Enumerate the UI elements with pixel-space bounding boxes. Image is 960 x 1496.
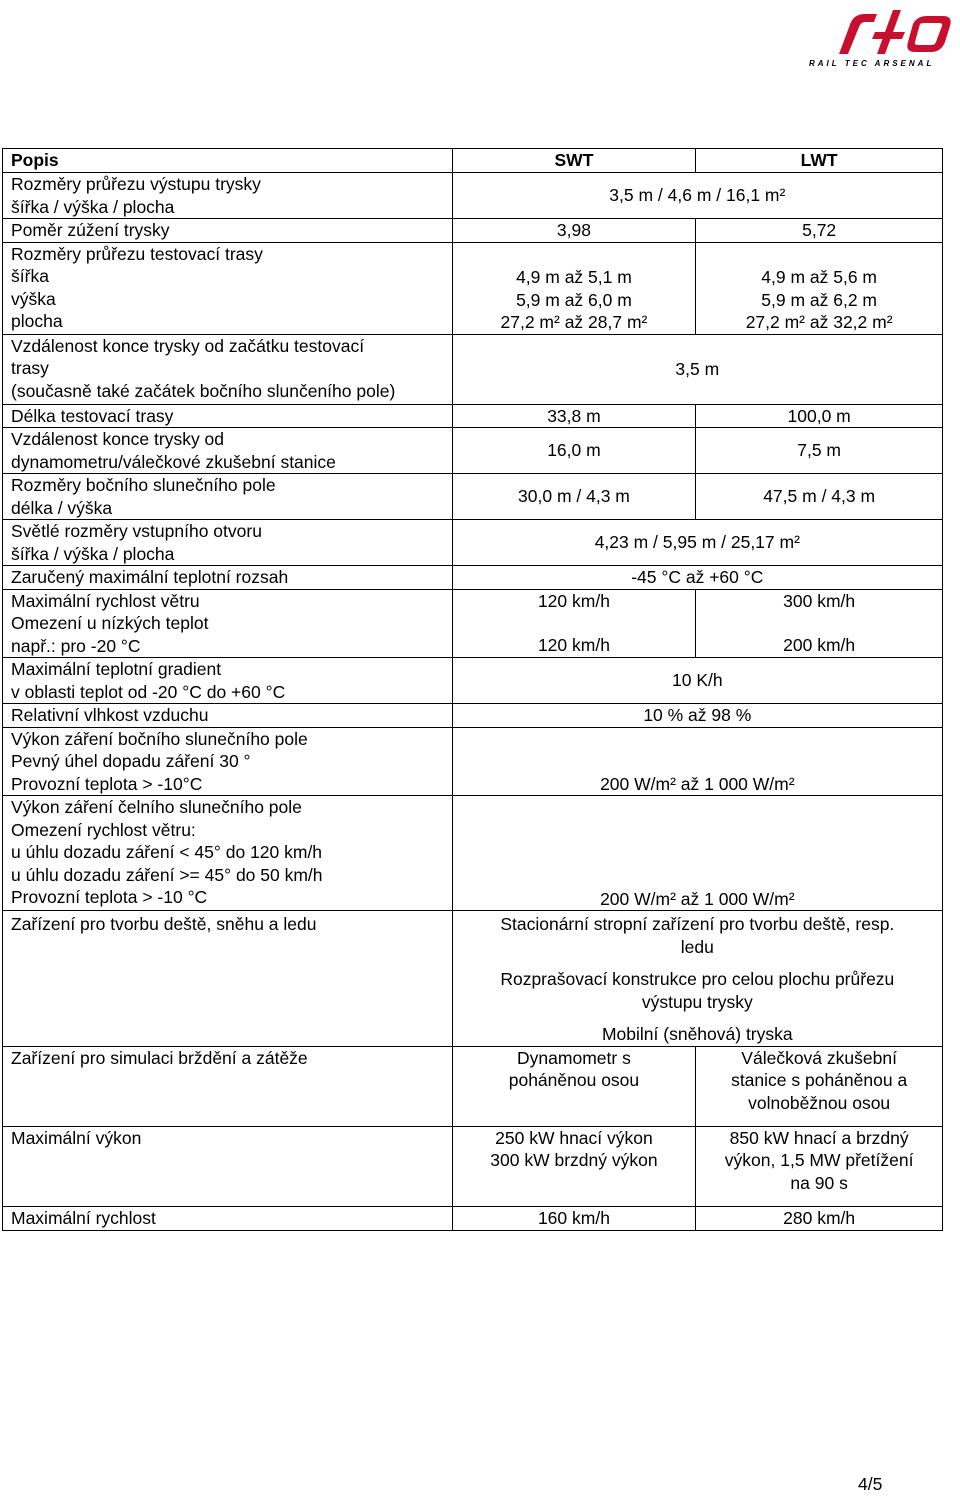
table-row [3, 658, 943, 704]
row-label [3, 474, 453, 520]
label-line: u úhlu dozadu záření >= 45° do 50 km/h [11, 864, 323, 885]
value-line: 850 kW hnací a brzdný [729, 1127, 909, 1148]
label-line: Omezení rychlost větru: [11, 819, 196, 840]
row-label [3, 428, 453, 474]
swt-value: 30,0 m / 4,3 m [452, 474, 696, 520]
lwt-value [696, 1126, 943, 1206]
merged-value: 3,5 m [452, 334, 942, 404]
label-line: Světlé rozměry vstupního otvoru [11, 521, 262, 541]
table-row [3, 474, 943, 520]
label-line: (současně také začátek bočního slunčeního pole) [11, 380, 396, 401]
value-line: 4,9 m až 5,6 m [761, 267, 877, 287]
spacer [453, 1013, 942, 1023]
swt-value: 160 km/h [452, 1206, 696, 1230]
value-line: 120 km/h [537, 635, 610, 655]
value-line: Válečková zkušební [741, 1047, 897, 1068]
value-line: 250 kW hnací výkon [495, 1127, 653, 1148]
merged-value: 10 % až 98 % [452, 704, 942, 728]
header-swt: SWT [452, 149, 696, 173]
lwt-value [696, 242, 943, 334]
value-line: Rozprašovací konstrukce pro celou plochu průřezu [500, 969, 895, 989]
label-line: plocha [11, 311, 63, 331]
value-line: Stacionární stropní zařízení pro tvorbu deště, resp. [500, 914, 895, 934]
value-line: 120 km/h [537, 590, 610, 611]
value-line: Dynamometr s [517, 1047, 631, 1068]
value-line: 27,2 m² až 32,2 m² [745, 312, 893, 332]
header-lwt: LWT [696, 149, 943, 173]
row-label [3, 727, 453, 796]
value-line: 200 km/h [783, 635, 856, 655]
merged-value: 10 K/h [452, 658, 942, 704]
lwt-value: 5,72 [696, 219, 943, 243]
swt-value [452, 1046, 696, 1126]
table-row [3, 404, 943, 428]
swt-value: 3,98 [452, 219, 696, 243]
value-line: poháněnou osou [508, 1070, 640, 1090]
row-label [3, 658, 453, 704]
lwt-value [696, 1046, 943, 1126]
lwt-value: 280 km/h [696, 1206, 943, 1230]
value-line: volnoběžnou osou [748, 1092, 891, 1113]
row-label [3, 173, 453, 219]
label-line: Rozměry průřezu testovací trasy [11, 243, 263, 264]
merged-value: 200 W/m² až 1 000 W/m² [452, 796, 942, 911]
swt-value [452, 1126, 696, 1206]
value-line: 27,2 m² až 28,7 m² [500, 312, 648, 332]
label-line: Rozměry bočního slunečního pole [11, 475, 276, 495]
table-row [3, 428, 943, 474]
value-line: Mobilní (sněhová) tryska [601, 1024, 793, 1044]
spacer [453, 958, 942, 968]
value-line: na 90 s [790, 1172, 848, 1193]
label-line: Omezení u nízkých teplot [11, 613, 209, 633]
label-line: šířka / výška / plocha [11, 543, 175, 564]
merged-value: -45 °C až +60 °C [452, 566, 942, 590]
label-line: Pevný úhel dopadu záření 30 ° [11, 751, 251, 771]
label-line: Maximální rychlost větru [11, 590, 200, 611]
label-line: Vzdálenost konce trysky od začátku testovací [11, 335, 365, 356]
table-row [3, 520, 943, 566]
row-label [3, 589, 453, 658]
table-row [3, 1126, 943, 1206]
row-label [3, 796, 453, 911]
row-label: Poměr zúžení trysky [3, 219, 453, 243]
row-label: Maximální rychlost [3, 1206, 453, 1230]
table-row [3, 704, 943, 728]
merged-value: 4,23 m / 5,95 m / 25,17 m² [452, 520, 942, 566]
table-row [3, 1046, 943, 1126]
table-row [3, 796, 943, 911]
value-line: 300 kW brzdný výkon [490, 1150, 658, 1170]
label-line: trasy [11, 358, 49, 378]
lwt-value: 47,5 m / 4,3 m [696, 474, 943, 520]
value-line: 5,9 m až 6,0 m [516, 289, 632, 310]
lwt-value: 100,0 m [696, 404, 943, 428]
value-line: 4,9 m až 5,1 m [516, 267, 632, 287]
value-line: 5,9 m až 6,2 m [761, 289, 877, 310]
table-row [3, 173, 943, 219]
label-line: výška [11, 288, 56, 309]
label-line: Maximální teplotní gradient [11, 659, 222, 679]
merged-value [452, 911, 942, 1047]
swt-value [452, 589, 696, 658]
row-label: Maximální výkon [3, 1126, 453, 1206]
page-number: 4/5 [858, 1474, 883, 1494]
merged-value: 200 W/m² až 1 000 W/m² [452, 727, 942, 796]
row-label [3, 334, 453, 404]
label-line: Vzdálenost konce trysky od [11, 429, 225, 449]
label-line: Provozní teplota > -10°C [11, 773, 203, 794]
value-line: 300 km/h [783, 590, 856, 611]
table-row [3, 1206, 943, 1230]
header-popis: Popis [3, 149, 453, 173]
label-line: délka / výška [11, 497, 113, 518]
swt-value [452, 242, 696, 334]
rto-logo-mark [805, 2, 955, 62]
specification-table [2, 148, 943, 1231]
table-row [3, 242, 943, 334]
value-line: stanice s poháněnou a [731, 1070, 908, 1090]
row-label: Zařízení pro tvorbu deště, sněhu a ledu [3, 911, 453, 1047]
table-row [3, 219, 943, 243]
label-line: Provozní teplota > -10 °C [11, 887, 208, 907]
label-line: v oblasti teplot od -20 °C do +60 °C [11, 681, 286, 702]
table-row [3, 727, 943, 796]
spacer [696, 612, 942, 634]
label-line: u úhlu dozadu záření < 45° do 120 km/h [11, 842, 323, 862]
lwt-value: 7,5 m [696, 428, 943, 474]
spacer [453, 612, 696, 634]
value-line: výkon, 1,5 MW přetížení [724, 1150, 914, 1170]
label-line: Výkon záření čelního slunečního pole [11, 797, 302, 817]
table-row [3, 589, 943, 658]
lwt-value [696, 589, 943, 658]
label-line: Rozměry průřezu výstupu trysky [11, 174, 261, 194]
label-line: dynamometru/válečkové zkušební stanice [11, 451, 336, 472]
logo-subtitle: RAIL TEC ARSENAL [809, 59, 935, 68]
label-line: šířka / výška / plocha [11, 196, 175, 217]
row-label: Zaručený maximální teplotní rozsah [3, 566, 453, 590]
label-line: Výkon záření bočního slunečního pole [11, 728, 308, 749]
table-row [3, 911, 943, 1047]
label-line: např.: pro -20 °C [11, 635, 141, 656]
row-label [3, 520, 453, 566]
table-row [3, 566, 943, 590]
row-label: Délka testovací trasy [3, 404, 453, 428]
label-line: šířka [11, 266, 49, 286]
value-line: ledu [680, 936, 714, 957]
row-label: Zařízení pro simulaci brždění a zátěže [3, 1046, 453, 1126]
table-row [3, 334, 943, 404]
swt-value: 16,0 m [452, 428, 696, 474]
row-label: Relativní vlhkost vzduchu [3, 704, 453, 728]
row-label [3, 242, 453, 334]
value-line: výstupu trysky [641, 991, 753, 1012]
merged-value: 3,5 m / 4,6 m / 16,1 m² [452, 173, 942, 219]
table-header-row [3, 149, 943, 173]
swt-value: 33,8 m [452, 404, 696, 428]
